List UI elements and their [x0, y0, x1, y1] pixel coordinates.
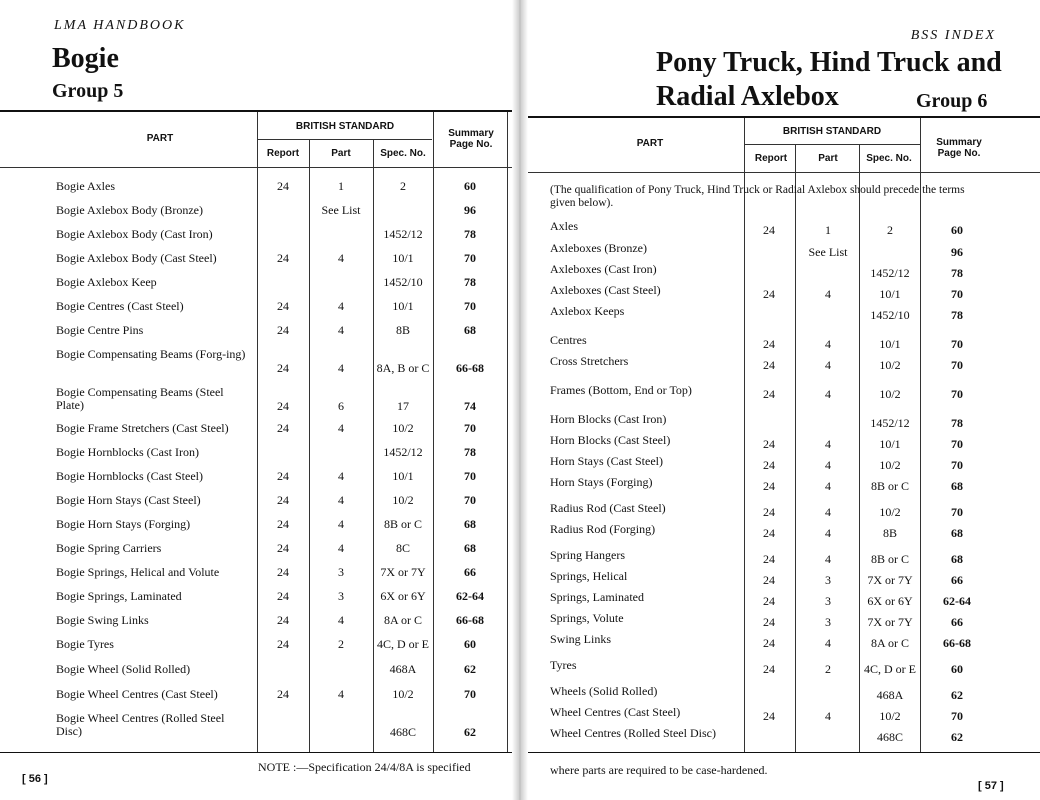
summary-page: 62	[464, 725, 476, 739]
spec-number: 10/2	[392, 421, 414, 435]
part-name: Bogie Centres (Cast Steel)	[56, 299, 184, 313]
part-name: Bogie Hornblocks (Cast Steel)	[56, 469, 203, 483]
table-row	[520, 384, 1040, 404]
left-header-part-col: Part	[331, 148, 351, 159]
part-name: Axlebox Keeps	[550, 304, 625, 318]
summary-page: 78	[464, 445, 476, 459]
part-number: 6	[338, 399, 344, 413]
part-number: See List	[321, 203, 361, 217]
part-number: 2	[825, 662, 831, 676]
spec-number: 6X or 6Y	[867, 594, 913, 608]
spec-number: 2	[887, 223, 893, 237]
summary-page: 70	[951, 505, 963, 519]
part-number: 4	[338, 361, 344, 375]
table-row	[520, 305, 1040, 325]
table-row	[0, 324, 520, 344]
left-top-rule	[0, 110, 520, 112]
part-name: Tyres	[550, 658, 577, 672]
part-number: 4	[338, 323, 344, 337]
table-row	[520, 334, 1040, 354]
spec-number: 10/1	[392, 299, 414, 313]
spec-number: 1452/10	[870, 308, 910, 322]
summary-page: 70	[464, 251, 476, 265]
spec-number: 8B	[882, 526, 897, 540]
summary-page: 70	[951, 709, 963, 723]
right-running-head: BSS INDEX	[910, 28, 996, 43]
spec-number: 10/1	[879, 437, 901, 451]
table-row	[0, 422, 520, 442]
report-number: 24	[277, 299, 289, 313]
table-row	[520, 685, 1040, 705]
summary-page: 66	[951, 615, 963, 629]
right-top-rule	[520, 116, 1040, 118]
part-name: Bogie Axles	[56, 179, 115, 193]
table-row	[0, 688, 520, 708]
part-number: 2	[338, 637, 344, 651]
part-number: 3	[825, 594, 831, 608]
table-row	[520, 434, 1040, 454]
part-name: Bogie Horn Stays (Forging)	[56, 517, 191, 531]
table-row	[0, 638, 520, 658]
left-header-spec: Spec. No.	[380, 148, 426, 159]
table-row	[520, 727, 1040, 747]
summary-page: 66-68	[456, 613, 484, 627]
table-row	[0, 204, 520, 224]
part-number: 4	[338, 469, 344, 483]
table-row	[520, 502, 1040, 522]
part-number: 4	[825, 479, 831, 493]
summary-page: 78	[951, 266, 963, 280]
spec-number: 8B	[395, 323, 410, 337]
spec-number: 10/2	[879, 709, 901, 723]
part-name: Wheel Centres (Rolled Steel Disc)	[550, 726, 716, 740]
left-header-summary: Summary Page No.	[448, 128, 494, 150]
spec-number: 4C, D or E	[377, 637, 429, 651]
summary-page: 70	[464, 469, 476, 483]
table-row	[520, 523, 1040, 543]
report-number: 24	[763, 662, 775, 676]
summary-page: 66-68	[943, 636, 971, 650]
right-header-british-standard: BRITISH STANDARD	[782, 126, 882, 137]
spec-number: 7X or 7Y	[867, 573, 913, 587]
part-name: Bogie Springs, Helical and Volute	[56, 565, 220, 579]
summary-page: 70	[464, 421, 476, 435]
report-number: 24	[763, 337, 775, 351]
part-name: Bogie Axlebox Keep	[56, 275, 157, 289]
spec-number: 10/1	[879, 337, 901, 351]
part-number: 3	[825, 615, 831, 629]
table-row	[520, 220, 1040, 240]
spec-number: 10/1	[879, 287, 901, 301]
summary-page: 60	[464, 637, 476, 651]
part-number: 4	[825, 636, 831, 650]
report-number: 24	[763, 358, 775, 372]
report-number: 24	[277, 469, 289, 483]
report-number: 24	[277, 421, 289, 435]
spec-number: 10/2	[879, 358, 901, 372]
report-number: 24	[763, 287, 775, 301]
left-running-head: LMA HANDBOOK	[54, 18, 186, 33]
part-number: 4	[825, 709, 831, 723]
summary-page: 96	[464, 203, 476, 217]
report-number: 24	[277, 565, 289, 579]
summary-page: 68	[951, 526, 963, 540]
summary-page: 96	[951, 245, 963, 259]
part-number: 3	[338, 589, 344, 603]
right-header-part-col: Part	[818, 153, 838, 164]
spec-number: 7X or 7Y	[380, 565, 426, 579]
left-page-title: Bogie	[52, 43, 119, 74]
table-row	[520, 355, 1040, 375]
part-name: Bogie Axlebox Body (Bronze)	[56, 203, 203, 217]
summary-page: 70	[951, 287, 963, 301]
summary-page: 62-64	[456, 589, 484, 603]
spec-number: 10/2	[392, 687, 414, 701]
part-number: 4	[338, 687, 344, 701]
table-row	[520, 570, 1040, 590]
table-row	[0, 252, 520, 272]
right-header-report: Report	[754, 153, 788, 164]
part-number: 4	[338, 421, 344, 435]
part-name: Axleboxes (Bronze)	[550, 241, 647, 255]
report-number: 24	[763, 387, 775, 401]
part-name: Bogie Horn Stays (Cast Steel)	[56, 493, 201, 507]
table-row	[520, 659, 1040, 679]
spec-number: 10/2	[879, 387, 901, 401]
summary-page: 68	[464, 517, 476, 531]
summary-page: 60	[464, 179, 476, 193]
table-row	[0, 470, 520, 490]
summary-page: 68	[464, 323, 476, 337]
summary-page: 78	[951, 416, 963, 430]
summary-page: 66	[951, 573, 963, 587]
right-intro-note: (The qualification of Pony Truck, Hind Truck or Radial Axlebox should precede the terms given below).	[550, 184, 965, 209]
part-name: Swing Links	[550, 632, 612, 646]
right-header-bottom-rule	[520, 172, 1040, 173]
report-number: 24	[763, 573, 775, 587]
part-number: 4	[338, 613, 344, 627]
spec-number: 4C, D or E	[864, 662, 916, 676]
part-number: See List	[808, 245, 848, 259]
summary-page: 70	[951, 437, 963, 451]
part-number: 4	[338, 493, 344, 507]
table-row	[0, 614, 520, 634]
table-row	[0, 663, 520, 683]
left-header-part: PART	[146, 133, 174, 144]
part-name: Springs, Laminated	[550, 590, 644, 604]
part-name: Bogie Compensating Beams (Steel Plate)	[56, 385, 224, 412]
part-number: 4	[825, 358, 831, 372]
right-note: where parts are required to be case-hardened.	[550, 763, 768, 777]
right-page-title-line1: Pony Truck, Hind Truck and	[656, 47, 1002, 78]
table-row	[0, 228, 520, 248]
part-name: Bogie Spring Carriers	[56, 541, 162, 555]
report-number: 24	[763, 636, 775, 650]
report-number: 24	[763, 615, 775, 629]
report-number: 24	[277, 589, 289, 603]
summary-page: 70	[951, 358, 963, 372]
report-number: 24	[763, 709, 775, 723]
summary-page: 62	[464, 662, 476, 676]
part-name: Spring Hangers	[550, 548, 625, 562]
summary-page: 68	[951, 552, 963, 566]
report-number: 24	[277, 541, 289, 555]
part-number: 4	[825, 526, 831, 540]
right-header-summary: Summary Page No.	[936, 137, 982, 159]
left-bottom-rule	[0, 752, 520, 753]
summary-page: 78	[464, 275, 476, 289]
right-header-divider	[744, 144, 920, 145]
report-number: 24	[763, 526, 775, 540]
part-number: 4	[338, 517, 344, 531]
spec-number: 10/1	[392, 251, 414, 265]
spec-number: 10/2	[392, 493, 414, 507]
part-number: 4	[825, 287, 831, 301]
spec-number: 10/2	[879, 505, 901, 519]
report-number: 24	[277, 637, 289, 651]
part-name: Radius Rod (Forging)	[550, 522, 656, 536]
spec-number: 8C	[395, 541, 410, 555]
spec-number: 1452/12	[870, 266, 910, 280]
part-name: Bogie Centre Pins	[56, 323, 144, 337]
spec-number: 8B or C	[383, 517, 422, 531]
left-header-divider	[258, 139, 432, 140]
left-page-number: [ 56 ]	[22, 773, 48, 785]
part-number: 1	[825, 223, 831, 237]
spec-number: 1452/12	[383, 445, 423, 459]
table-row	[0, 494, 520, 514]
table-row	[520, 263, 1040, 283]
table-row	[520, 284, 1040, 304]
summary-page: 70	[464, 493, 476, 507]
spec-number: 8A or C	[870, 636, 909, 650]
table-row	[0, 518, 520, 538]
spec-number: 7X or 7Y	[867, 615, 913, 629]
summary-page: 66-68	[456, 361, 484, 375]
report-number: 24	[277, 361, 289, 375]
table-row	[0, 711, 520, 739]
report-number: 24	[277, 613, 289, 627]
table-row	[0, 566, 520, 586]
left-header-bottom-rule	[0, 167, 520, 168]
table-row	[0, 542, 520, 562]
part-number: 4	[338, 541, 344, 555]
right-header-spec: Spec. No.	[866, 153, 912, 164]
part-name: Bogie Swing Links	[56, 613, 149, 627]
part-number: 3	[825, 573, 831, 587]
report-number: 24	[277, 323, 289, 337]
part-name: Bogie Hornblocks (Cast Iron)	[56, 445, 199, 459]
summary-page: 70	[464, 687, 476, 701]
part-name: Centres	[550, 333, 587, 347]
report-number: 24	[763, 594, 775, 608]
summary-page: 60	[951, 662, 963, 676]
summary-page: 66	[464, 565, 476, 579]
left-header-report: Report	[266, 148, 300, 159]
table-row	[520, 706, 1040, 726]
spec-number: 8B or C	[870, 552, 909, 566]
summary-page: 70	[951, 458, 963, 472]
part-name: Axleboxes (Cast Iron)	[550, 262, 657, 276]
book-gutter	[512, 0, 528, 800]
table-row	[520, 633, 1040, 653]
right-header-part: PART	[636, 138, 664, 149]
spec-number: 2	[400, 179, 406, 193]
part-name: Wheel Centres (Cast Steel)	[550, 705, 681, 719]
part-name: Wheels (Solid Rolled)	[550, 684, 658, 698]
part-name: Bogie Wheel (Solid Rolled)	[56, 662, 191, 676]
table-row	[0, 300, 520, 320]
report-number: 24	[277, 179, 289, 193]
spec-number: 1452/12	[383, 227, 423, 241]
table-row	[0, 276, 520, 296]
spec-number: 10/1	[392, 469, 414, 483]
report-number: 24	[277, 517, 289, 531]
report-number: 24	[763, 437, 775, 451]
summary-page: 60	[951, 223, 963, 237]
summary-page: 62	[951, 688, 963, 702]
spec-number: 468A	[389, 662, 417, 676]
part-number: 3	[338, 565, 344, 579]
summary-page: 62-64	[943, 594, 971, 608]
spec-number: 468C	[389, 725, 416, 739]
table-row	[520, 612, 1040, 632]
part-name: Bogie Frame Stretchers (Cast Steel)	[56, 421, 229, 435]
part-number: 4	[825, 387, 831, 401]
table-row	[0, 385, 520, 413]
part-name: Horn Blocks (Cast Iron)	[550, 412, 667, 426]
part-name: Radius Rod (Cast Steel)	[550, 501, 666, 515]
table-row	[0, 446, 520, 466]
right-page-title-line2: Radial Axlebox	[656, 81, 839, 112]
summary-page: 62	[951, 730, 963, 744]
part-name: Bogie Springs, Laminated	[56, 589, 182, 603]
table-row	[0, 347, 520, 375]
table-row	[520, 549, 1040, 569]
summary-page: 68	[951, 479, 963, 493]
spec-number: 468A	[876, 688, 904, 702]
spec-number: 17	[397, 399, 409, 413]
left-header-british-standard: BRITISH STANDARD	[295, 121, 395, 132]
part-name: Bogie Wheel Centres (Rolled Steel Disc)	[56, 711, 225, 738]
part-number: 4	[825, 505, 831, 519]
part-name: Springs, Volute	[550, 611, 624, 625]
right-page	[520, 0, 1040, 800]
summary-page: 74	[464, 399, 476, 413]
right-group-label: Group 6	[916, 90, 988, 112]
spec-number: 1452/12	[870, 416, 910, 430]
report-number: 24	[277, 493, 289, 507]
right-bottom-rule	[520, 752, 1040, 753]
part-name: Axleboxes (Cast Steel)	[550, 283, 661, 297]
table-row	[520, 476, 1040, 496]
summary-page: 78	[951, 308, 963, 322]
table-row	[520, 591, 1040, 611]
part-name: Frames (Bottom, End or Top)	[550, 383, 692, 397]
summary-page: 70	[951, 387, 963, 401]
part-name: Horn Stays (Cast Steel)	[550, 454, 663, 468]
part-name: Bogie Compensating Beams (Forg-ing)	[56, 347, 246, 361]
report-number: 24	[763, 479, 775, 493]
part-name: Bogie Axlebox Body (Cast Iron)	[56, 227, 213, 241]
table-row	[520, 455, 1040, 475]
spec-number: 1452/10	[383, 275, 423, 289]
report-number: 24	[763, 552, 775, 566]
part-number: 4	[338, 299, 344, 313]
part-name: Axles	[550, 219, 578, 233]
left-note: NOTE :—Specification 24/4/8A is specified	[258, 760, 471, 774]
right-page-number: [ 57 ]	[978, 780, 1004, 792]
summary-page: 78	[464, 227, 476, 241]
table-row	[0, 180, 520, 200]
part-number: 4	[338, 251, 344, 265]
report-number: 24	[763, 223, 775, 237]
table-row	[520, 242, 1040, 262]
part-name: Bogie Wheel Centres (Cast Steel)	[56, 687, 218, 701]
report-number: 24	[277, 687, 289, 701]
table-row	[0, 590, 520, 610]
spec-number: 8A, B or C	[376, 361, 430, 375]
spec-number: 8A or C	[383, 613, 422, 627]
left-group-label: Group 5	[52, 80, 124, 102]
part-name: Horn Stays (Forging)	[550, 475, 653, 489]
report-number: 24	[277, 399, 289, 413]
part-number: 4	[825, 437, 831, 451]
part-number: 4	[825, 337, 831, 351]
spec-number: 6X or 6Y	[380, 589, 426, 603]
report-number: 24	[763, 458, 775, 472]
part-name: Horn Blocks (Cast Steel)	[550, 433, 671, 447]
spec-number: 468C	[876, 730, 903, 744]
part-number: 4	[825, 458, 831, 472]
report-number: 24	[763, 505, 775, 519]
part-name: Bogie Axlebox Body (Cast Steel)	[56, 251, 217, 265]
part-name: Springs, Helical	[550, 569, 628, 583]
summary-page: 70	[951, 337, 963, 351]
part-name: Bogie Tyres	[56, 637, 114, 651]
part-number: 1	[338, 179, 344, 193]
summary-page: 68	[464, 541, 476, 555]
summary-page: 70	[464, 299, 476, 313]
spec-number: 10/2	[879, 458, 901, 472]
table-row	[520, 413, 1040, 433]
part-number: 4	[825, 552, 831, 566]
spec-number: 8B or C	[870, 479, 909, 493]
report-number: 24	[277, 251, 289, 265]
part-name: Cross Stretchers	[550, 354, 629, 368]
